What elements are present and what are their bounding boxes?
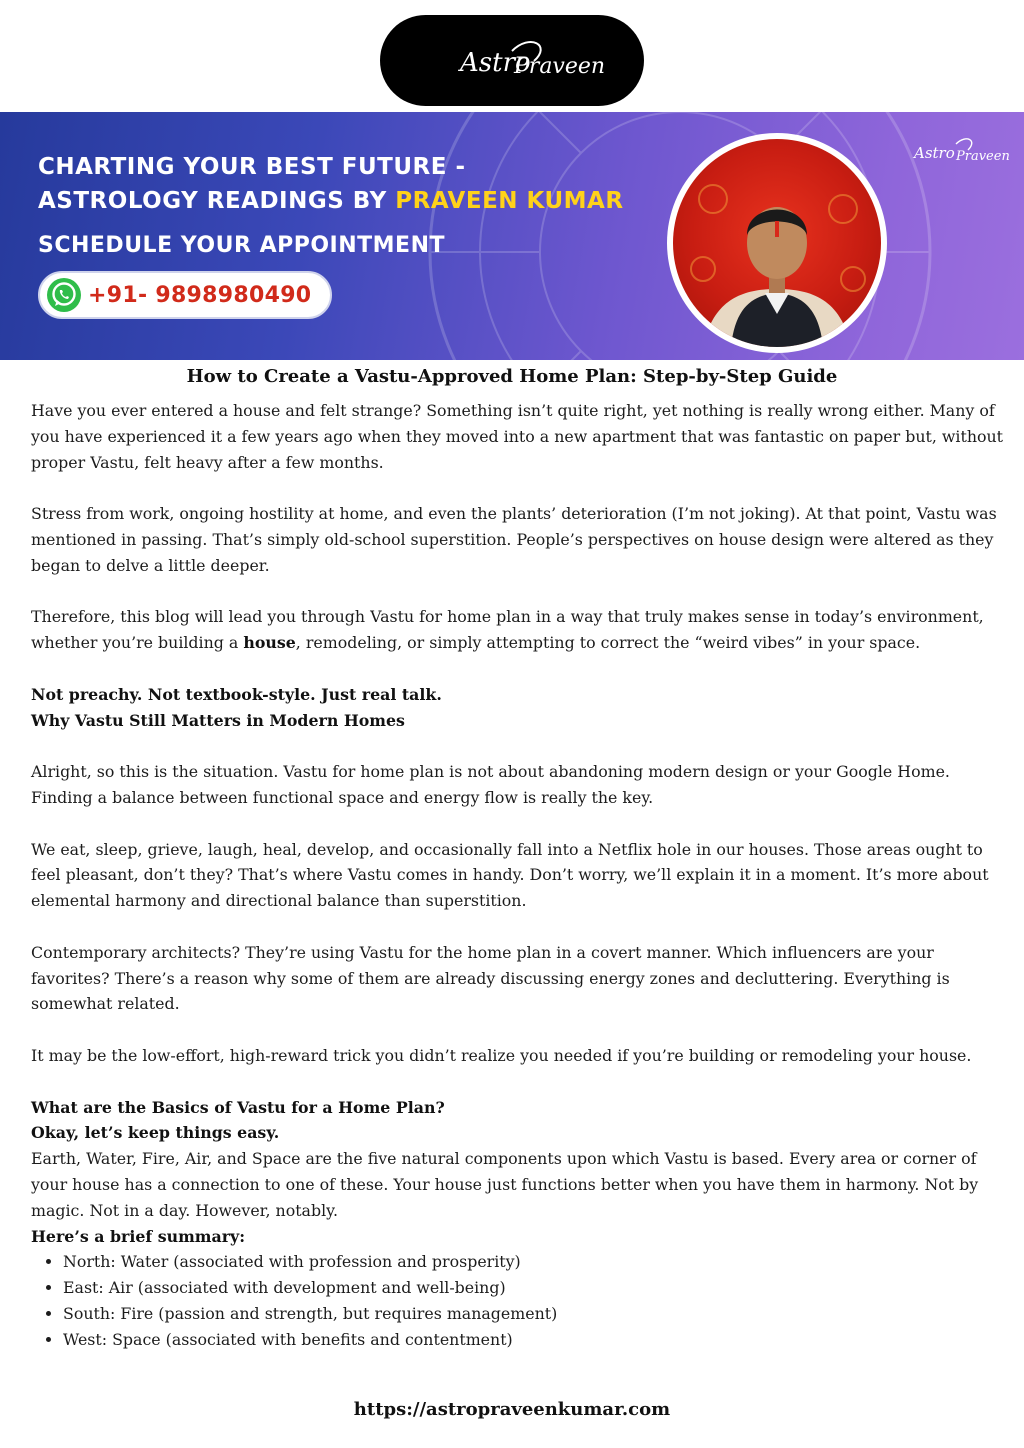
banner-logo-secondary: Praveen	[956, 149, 1010, 164]
article-body	[31, 398, 1006, 1352]
sub-heading: Here’s a brief summary:	[31, 1226, 246, 1246]
list-item: • East: Air (associated with development and well-being)	[63, 1275, 1006, 1301]
person-illustration	[673, 139, 881, 347]
schedule-label: SCHEDULE YOUR APPOINTMENT	[38, 233, 445, 258]
paragraph: We eat, sleep, grieve, laugh, heal, develop, and occasionally fall into a Netflix hole in our houses. Those areas ought to feel pleasant, don’t they? That’s where Vastu comes in handy. Don’t worry, we’ll explain it in a moment. It’s more about elemental harmony and directional balance than superstition.	[31, 839, 989, 911]
paragraph	[31, 604, 1006, 656]
banner-logo	[912, 130, 1020, 172]
paragraph: Alright, so this is the situation. Vastu for home plan is not about abandoning modern design or your Google Home. Finding a balance between functional space and energy flow is really the key.	[31, 762, 950, 807]
paragraph-text: , remodeling, or simply attempting to correct the “weird vibes” in your space.	[295, 633, 921, 653]
headline-prefix: ASTROLOGY READINGS BY	[38, 188, 396, 214]
sub-heading: Okay, let’s keep things easy.	[31, 1123, 280, 1143]
list-item: • West: Space (associated with benefits and contentment)	[63, 1327, 1006, 1353]
phone-button[interactable]	[38, 271, 332, 319]
logo-brand-primary: Astro	[460, 47, 531, 78]
paragraph: Have you ever entered a house and felt strange? Something isn’t quite right, yet nothing is really wrong either. Many of you have experienced it a few years ago when they moved into a new apartment that was fantastic on paper but, without proper Vastu, felt heavy after a few months.	[31, 401, 1004, 472]
bold-statement: Not preachy. Not textbook-style. Just real talk.	[31, 684, 442, 704]
list-item: • South: Fire (passion and strength, but requires management)	[63, 1301, 1006, 1327]
website-link[interactable]: https://astropraveenkumar.com	[353, 1399, 671, 1420]
astrologer-portrait	[673, 139, 881, 347]
phone-number: +91- 9898980490	[88, 282, 312, 308]
section-heading: What are the Basics of Vastu for a Home Plan?	[31, 1097, 445, 1117]
list-item: • North: Water (associated with profession and prosperity)	[63, 1249, 1006, 1275]
banner-logo-primary: Astro	[914, 144, 955, 162]
house-link[interactable]: house	[243, 633, 296, 653]
headline-line-2	[38, 184, 678, 218]
headline-line-1: CHARTING YOUR BEST FUTURE -	[38, 154, 466, 180]
section-heading: Why Vastu Still Matters in Modern Homes	[31, 710, 405, 730]
paragraph: Stress from work, ongoing hostility at home, and even the plants’ deterioration (I’m not joking). At that point, Vastu was mentioned in passing. That’s simply old-school superstition. People’s perspectives on house design were altered as they began to delve a little deeper.	[31, 504, 997, 575]
brand-logo[interactable]	[380, 15, 644, 106]
paragraph: It may be the low-effort, high-reward trick you didn’t realize you needed if you’re building or remodeling your house.	[31, 1045, 972, 1065]
banner-headline	[38, 150, 678, 218]
paragraph: Earth, Water, Fire, Air, and Space are the five natural components upon which Vastu is based. Every area or corner of your house has a connection to one of these. Your house just functions better when you have them in harmony. Not by magic. Not in a day. However, notably.	[31, 1149, 979, 1220]
article-title: How to Create a Vastu-Approved Home Plan: Step-by-Step Guide	[186, 366, 838, 387]
paragraph-text: Therefore, this blog will lead you through Vastu for home plan in a way that truly makes sense in today’s environment, whether you’re building a	[31, 607, 984, 653]
whatsapp-icon	[46, 277, 82, 313]
logo-wordmark	[412, 31, 612, 91]
astrologer-name: PRAVEEN KUMAR	[395, 188, 624, 214]
logo-brand-secondary: Praveen	[514, 53, 606, 79]
paragraph: Contemporary architects? They’re using Vastu for the home plan in a covert manner. Which influencers are your favorites? There’s a reason why some of them are already discussing energy zones and decluttering. Everything is somewhat related.	[31, 942, 950, 1014]
promo-banner[interactable]	[0, 112, 1024, 360]
element-list	[31, 1249, 1006, 1352]
